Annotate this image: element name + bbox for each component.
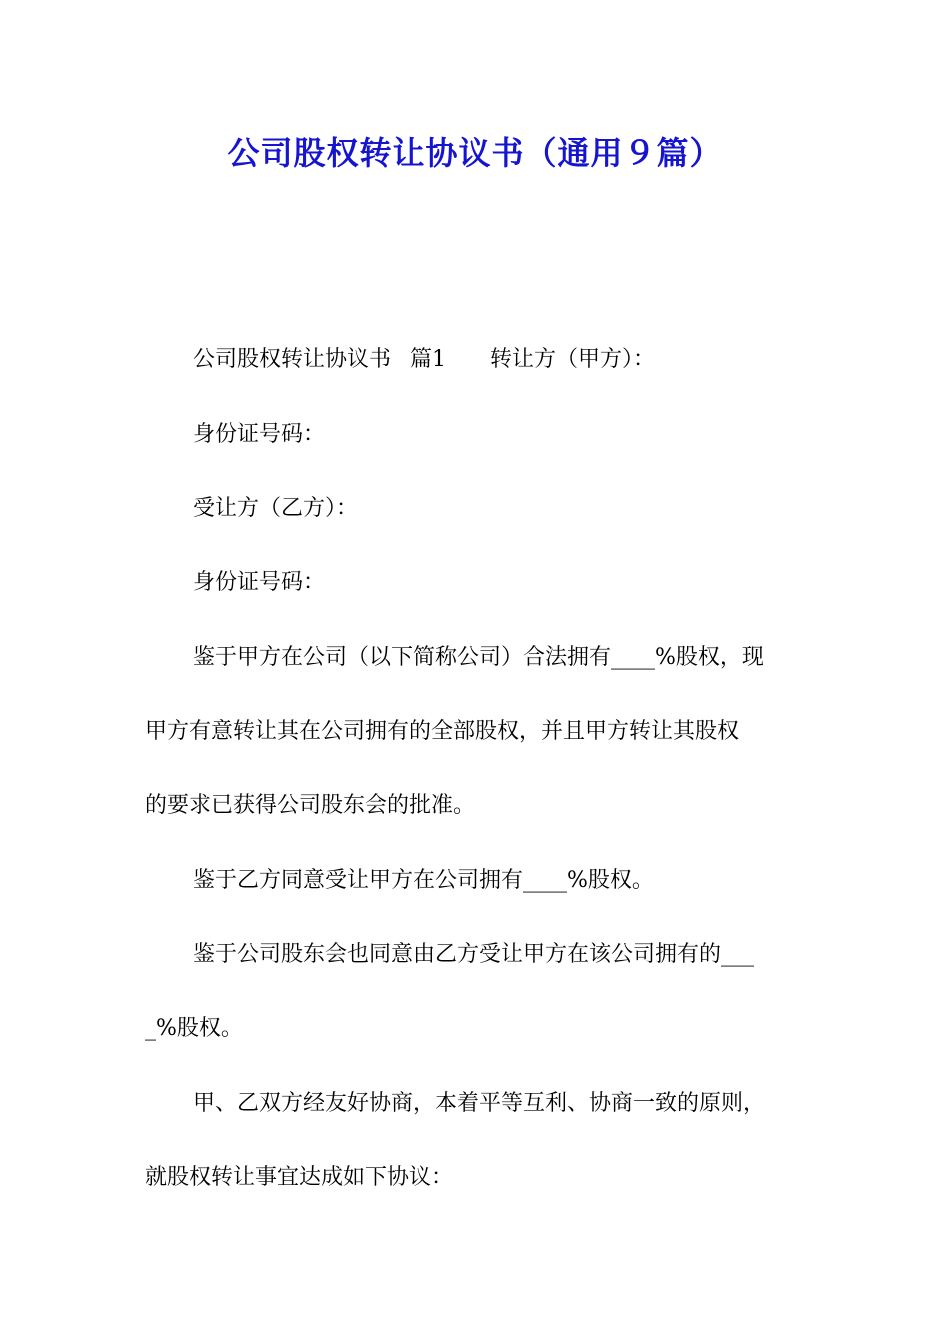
id-number-b: 身份证号码： — [193, 570, 326, 595]
id-number-a: 身份证号码： — [193, 422, 326, 447]
paragraph-3-line-1: 鉴于公司股东会也同意由乙方受让甲方在该公司拥有的___ — [193, 942, 755, 967]
section-number: 篇1 — [410, 347, 447, 372]
paragraph-2: 鉴于乙方同意受让甲方在公司拥有____%股权。 — [193, 868, 654, 893]
document-title: 公司股权转让协议书（通用９篇） — [227, 134, 723, 172]
paragraph-1-line-3: 的要求已获得公司股东会的批准。 — [145, 793, 476, 818]
section-heading-line — [193, 345, 655, 375]
paragraph-3-line-2: _%股权。 — [145, 1016, 243, 1041]
paragraph-1-line-1: 鉴于甲方在公司（以下简称公司）合法拥有____%股权，现 — [193, 645, 764, 670]
paragraph-4-line-2: 就股权转让事宜达成如下协议： — [145, 1165, 454, 1190]
party-b-label: 受让方（乙方）： — [193, 496, 359, 521]
section-heading: 公司股权转让协议书 — [193, 347, 392, 372]
paragraph-1-line-2: 甲方有意转让其在公司拥有的全部股权，并且甲方转让其股权 — [145, 719, 740, 744]
paragraph-4-line-1: 甲、乙双方经友好协商，本着平等互利、协商一致的原则， — [193, 1091, 766, 1116]
party-a-label: 转让方（甲方）： — [490, 347, 656, 372]
